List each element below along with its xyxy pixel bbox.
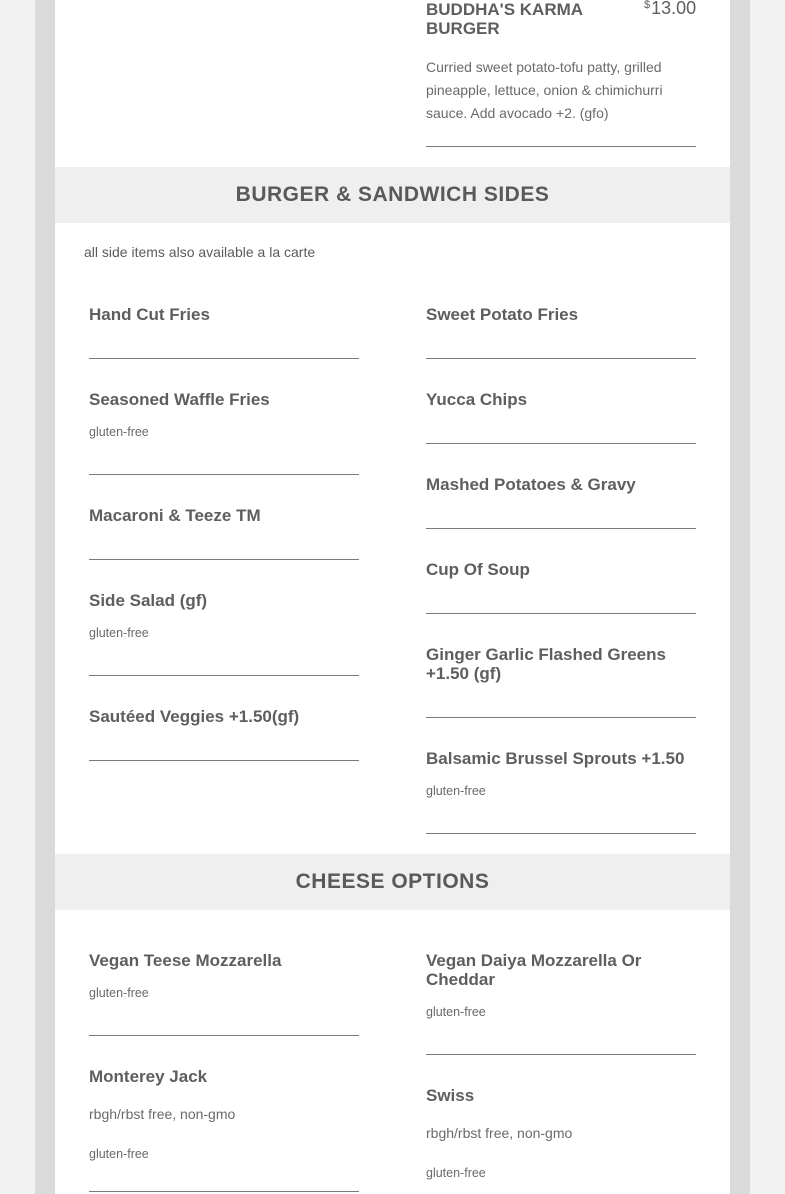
menu-item[interactable]	[89, 506, 359, 560]
gluten-free-tag: gluten-free	[89, 1147, 149, 1161]
menu-item[interactable]	[89, 707, 359, 761]
item-price	[644, 0, 696, 19]
item-name: Mashed Potatoes & Gravy	[426, 475, 636, 494]
price-value: 13.00	[651, 0, 697, 18]
menu-item[interactable]	[426, 560, 696, 614]
menu-item[interactable]	[89, 305, 359, 359]
gluten-free-tag: gluten-free	[426, 1166, 486, 1180]
menu-item[interactable]	[426, 1086, 696, 1194]
gluten-free-tag: gluten-free	[89, 425, 149, 439]
gluten-free-tag: gluten-free	[426, 1005, 486, 1019]
section-title-sides: BURGER & SANDWICH SIDES	[55, 167, 730, 223]
menu-item[interactable]	[426, 475, 696, 529]
item-name: BUDDHA'S KARMA BURGER	[426, 0, 583, 38]
item-name: Cup Of Soup	[426, 560, 530, 579]
gluten-free-tag: gluten-free	[89, 986, 149, 1000]
item-name: Vegan Daiya Mozzarella Or Cheddar	[426, 951, 642, 989]
item-name: Swiss	[426, 1086, 475, 1105]
item-description: Curried sweet potato-tofu patty, grilled pineapple, lettuce, onion & chimichurri sauce. Add avocado +2. (gfo)	[426, 59, 663, 121]
currency-symbol: $	[644, 0, 651, 11]
menu-item[interactable]	[89, 951, 359, 1036]
item-name: Ginger Garlic Flashed Greens +1.50 (gf)	[426, 645, 666, 683]
gluten-free-tag: gluten-free	[426, 784, 486, 798]
item-description: rbgh/rbst free, non-gmo	[89, 1106, 236, 1122]
item-name: Sautéed Veggies +1.50(gf)	[89, 707, 300, 726]
menu-item[interactable]	[426, 305, 696, 359]
menu-item[interactable]	[426, 390, 696, 444]
item-description: rbgh/rbst free, non-gmo	[426, 1125, 573, 1141]
item-name: Yucca Chips	[426, 390, 528, 409]
item-name: Side Salad (gf)	[89, 591, 208, 610]
menu-item-buddhas-karma-burger[interactable]	[426, 0, 696, 147]
item-name: Hand Cut Fries	[89, 305, 210, 324]
menu-item[interactable]	[426, 951, 696, 1055]
sides-note: all side items also available a la carte	[84, 244, 316, 260]
item-name: Seasoned Waffle Fries	[89, 390, 270, 409]
menu-item[interactable]	[426, 645, 696, 718]
section-title-cheese: CHEESE OPTIONS	[55, 854, 730, 910]
gluten-free-tag: gluten-free	[89, 626, 149, 640]
menu-item[interactable]	[426, 749, 696, 834]
menu-item[interactable]	[89, 591, 359, 676]
item-name: Balsamic Brussel Sprouts +1.50	[426, 749, 685, 768]
item-name: Sweet Potato Fries	[426, 305, 579, 324]
menu-item[interactable]	[89, 1067, 359, 1192]
item-name: Macaroni & Teeze TM	[89, 506, 261, 525]
menu-item[interactable]	[89, 390, 359, 475]
item-name: Monterey Jack	[89, 1067, 208, 1086]
item-name: Vegan Teese Mozzarella	[89, 951, 282, 970]
